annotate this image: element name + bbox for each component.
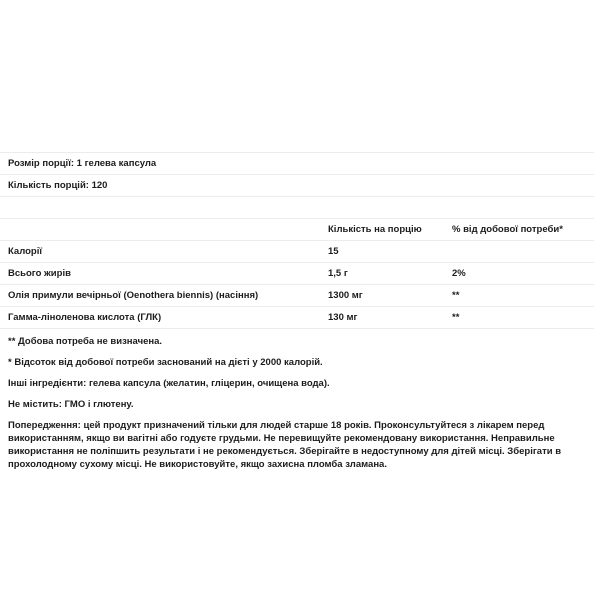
servings-count: Кількість порцій: 120 — [0, 175, 594, 197]
table-header-row — [0, 219, 594, 241]
nutrient-daily-value — [444, 241, 594, 263]
nutrient-name: Гамма-ліноленова кислота (ГЛК) — [0, 307, 320, 329]
header-amount: Кількість на порцію — [320, 219, 444, 241]
nutrient-name: Олія примули вечірньої (Oenothera biennis) (насіння) — [0, 285, 320, 307]
notes-section — [0, 335, 594, 471]
servings-count-row — [0, 175, 594, 197]
table-row — [0, 263, 594, 285]
serving-size-row — [0, 153, 594, 175]
warning-text: Попередження: цей продукт призначений тільки для людей старше 18 років. Проконсультуйтеся з лікарем перед використанням, якщо ви вагітні або годуєте грудьми. Не перевищуйте рекомендовану використання. Неправильне використання не поліпшить результати і не рекомендується. Зберігайте в недоступному для дітей місці. Зберігати в прохолодному сухому місці. Не використовуйте, якщо захисна пломба зламана. — [8, 420, 562, 470]
nutrient-name: Всього жирів — [0, 263, 320, 285]
free-of-note: Не містить: ГМО і глютену. — [8, 399, 134, 410]
nutrient-amount: 130 мг — [320, 307, 444, 329]
table-row — [0, 285, 594, 307]
nutrient-daily-value: ** — [444, 307, 594, 329]
nutrient-amount: 1,5 г — [320, 263, 444, 285]
nutrient-amount: 15 — [320, 241, 444, 263]
table-row — [0, 307, 594, 329]
nutrient-amount: 1300 мг — [320, 285, 444, 307]
dv-not-established-note: ** Добова потреба не визначена. — [8, 336, 163, 347]
spacer-row — [0, 197, 594, 219]
dv-basis-note: * Відсоток від добової потреби заснований на дієті у 2000 калорій. — [8, 357, 323, 368]
header-nutrient — [0, 219, 320, 241]
table-row — [0, 241, 594, 263]
nutrient-name: Калорії — [0, 241, 320, 263]
supplement-facts — [0, 152, 594, 479]
other-ingredients: Інші інгредієнти: гелева капсула (желатин, гліцерин, очищена вода). — [8, 378, 330, 389]
spacer-cell — [0, 197, 594, 219]
nutrient-daily-value: 2% — [444, 263, 594, 285]
header-daily-value: % від добової потреби* — [444, 219, 594, 241]
nutrient-daily-value: ** — [444, 285, 594, 307]
supplement-facts-table — [0, 152, 594, 329]
serving-size: Розмір порції: 1 гелева капсула — [0, 153, 594, 175]
